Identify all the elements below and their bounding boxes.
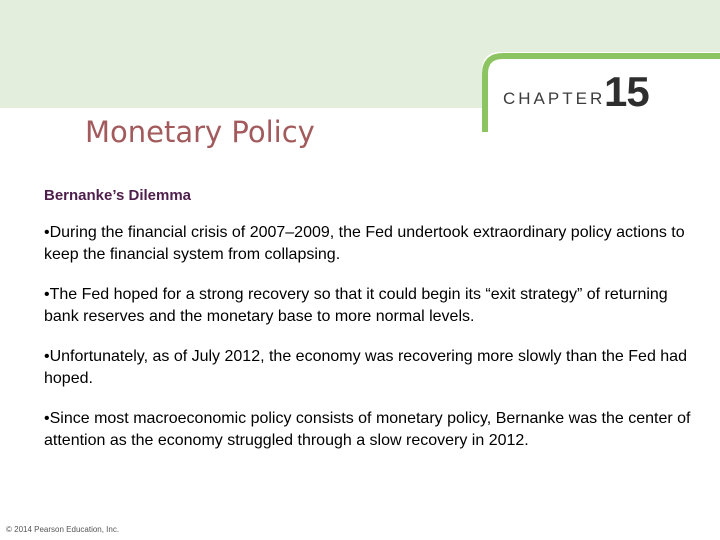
copyright-notice: © 2014 Pearson Education, Inc. <box>6 525 120 534</box>
chapter-label: CHAPTER <box>503 89 606 108</box>
bullet-item: •During the financial crisis of 2007–2009, the Fed undertook extraordinary policy actions to keep the financial system from collapsing. <box>44 224 685 263</box>
bullet-item: •Unfortunately, as of July 2012, the economy was recovering more slowly than the Fed had hoped. <box>44 348 687 387</box>
chapter-title: Monetary Policy <box>85 115 315 149</box>
slide-heading: Bernanke’s Dilemma <box>44 187 192 204</box>
slide-content <box>44 187 694 470</box>
bullet-item: •The Fed hoped for a strong recovery so that it could begin its “exit strategy” of returning bank reserves and the monetary base to more normal levels. <box>44 286 668 325</box>
bullet-item: •Since most macroeconomic policy consists of monetary policy, Bernanke was the center of attention as the economy struggled through a slow recovery in 2012. <box>44 410 691 449</box>
chapter-number: 15 <box>604 68 649 115</box>
